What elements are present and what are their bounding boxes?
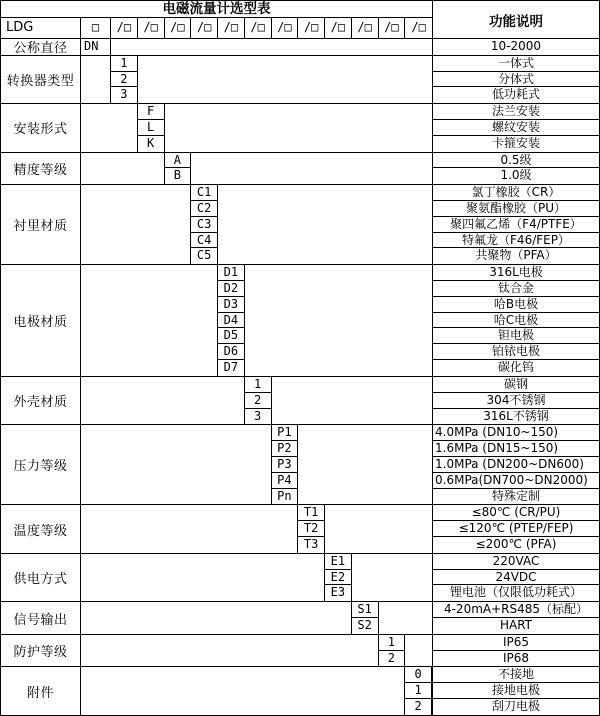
code-cell: A — [165, 153, 191, 169]
group-converter-type — [1, 55, 599, 103]
model-code-row — [1, 18, 432, 38]
code-box-icon: /□ — [379, 18, 406, 38]
code-box-icon: /□ — [325, 18, 352, 38]
code-cell: 0 — [405, 667, 431, 683]
code-cell: 2 — [245, 393, 271, 409]
function-cell: 10-2000 — [490, 39, 542, 53]
code-box-icon: /□ — [218, 18, 245, 38]
code-cell: C3 — [191, 217, 217, 233]
function-column-header: 功能说明 — [432, 1, 599, 38]
spacer — [272, 377, 433, 424]
function-cell: 碳化钨 — [497, 360, 534, 375]
code-cell: C5 — [196, 248, 212, 263]
code-box-icon: /□ — [298, 18, 325, 38]
function-cell: 304不锈钢 — [433, 393, 599, 409]
code-cell: B — [173, 168, 181, 183]
group-installation-type — [1, 103, 599, 151]
code-cell: 1 — [379, 635, 405, 651]
function-cell: 氯丁橡胶（CR） — [433, 185, 599, 201]
code-cell: D5 — [218, 328, 244, 344]
function-cell: 接地电极 — [433, 683, 599, 699]
function-cell: 316L电极 — [433, 265, 599, 281]
spacer — [81, 425, 272, 504]
function-cell: 卡箍安装 — [491, 135, 540, 150]
group-label: 转换器类型 — [1, 56, 81, 103]
code-box-icon: /□ — [272, 18, 299, 38]
function-cell: 一体式 — [433, 56, 599, 72]
function-cell: 螺纹安装 — [433, 120, 599, 136]
code-cell: S2 — [357, 618, 372, 633]
model-prefix: LDG — [1, 18, 81, 38]
code-cell: DN — [84, 39, 99, 53]
code-cell: D2 — [218, 281, 244, 297]
spacer — [352, 554, 432, 601]
code-box-icon: □ — [81, 18, 111, 38]
code-box-icon: /□ — [138, 18, 165, 38]
function-cell: 特殊定制 — [491, 488, 540, 503]
code-cell: E3 — [330, 585, 346, 600]
function-cell: 4-20mA+RS485（标配） — [433, 602, 599, 618]
function-cell: 4.0MPa (DN10~150) — [433, 425, 599, 441]
code-box-icon: /□ — [245, 18, 272, 38]
code-cell: 2 — [414, 699, 422, 714]
group-accuracy-class — [1, 152, 599, 185]
spacer — [81, 667, 405, 714]
function-cell: ≤200℃ (PFA) — [475, 537, 557, 552]
spacer — [245, 265, 432, 376]
code-cell: D7 — [223, 360, 239, 375]
code-cell: D3 — [218, 297, 244, 313]
code-box-icon: /□ — [411, 20, 426, 34]
table-header — [1, 1, 599, 38]
function-cell: 共聚物（PFA） — [475, 248, 557, 263]
group-label: 安装形式 — [1, 104, 81, 151]
code-box-icon: /□ — [111, 18, 138, 38]
code-cell: Pn — [277, 488, 292, 503]
code-cell: T1 — [298, 505, 324, 521]
code-cell: T2 — [298, 521, 324, 537]
function-cell: 聚四氟乙烯（F4/PTFE） — [433, 217, 599, 233]
spacer — [298, 425, 432, 504]
code-cell: 3 — [120, 87, 128, 102]
spacer — [81, 635, 379, 667]
spacer — [405, 635, 432, 667]
code-cell: P2 — [272, 441, 298, 457]
function-cell: 不接地 — [433, 667, 599, 683]
spacer — [165, 104, 433, 151]
code-cell: L — [138, 120, 164, 136]
function-cell: 316L不锈钢 — [483, 408, 549, 423]
spacer — [325, 505, 432, 552]
group-signal-output — [1, 601, 599, 634]
function-cell: 聚氨酯橡胶（PU） — [433, 201, 599, 217]
code-cell: D6 — [218, 344, 244, 360]
group-label: 电极材质 — [1, 265, 81, 376]
function-cell: IP65 — [433, 635, 599, 651]
code-cell: D1 — [218, 265, 244, 281]
code-box-icon: /□ — [191, 18, 218, 38]
code-box-icon: /□ — [352, 18, 379, 38]
code-cell: C1 — [191, 185, 217, 201]
spacer — [138, 56, 432, 103]
code-cell: 2 — [111, 72, 137, 88]
code-box-icon: /□ — [165, 18, 192, 38]
function-cell: 0.5级 — [433, 153, 599, 169]
function-cell: 特氟龙（F46/FEP） — [433, 233, 599, 249]
group-protection-rating — [1, 634, 599, 667]
table-title: 电磁流量计选型表 — [1, 1, 432, 18]
function-cell: 1.0MPa (DN200~DN600) — [433, 457, 599, 473]
function-cell: 刮刀电极 — [491, 699, 540, 714]
code-cell: 1 — [245, 377, 271, 393]
group-label: 外壳材质 — [1, 377, 81, 424]
spacer — [111, 39, 432, 55]
code-cell: 3 — [254, 408, 262, 423]
function-cell: 碳钢 — [433, 377, 599, 393]
group-label: 温度等级 — [1, 505, 81, 552]
code-cell: T3 — [303, 537, 319, 552]
function-cell: ≤120℃ (PTEP/FEP) — [433, 521, 599, 537]
code-cell: P4 — [272, 473, 298, 489]
spacer — [81, 104, 138, 151]
group-label: 防护等级 — [1, 635, 81, 667]
spacer — [81, 185, 191, 264]
function-cell: 1.6MPa (DN15~150) — [433, 441, 599, 457]
group-label: 衬里材质 — [1, 185, 81, 264]
function-cell: 0.6MPa(DN700~DN2000) — [433, 473, 599, 489]
function-cell: 哈B电极 — [433, 297, 599, 313]
code-cell: 2 — [387, 650, 395, 665]
group-label: 附件 — [1, 667, 81, 714]
spacer — [218, 185, 432, 264]
group-lining-material — [1, 184, 599, 264]
function-cell: ≤80℃ (CR/PU) — [433, 505, 599, 521]
function-cell: 24VDC — [433, 570, 599, 586]
spacer — [81, 505, 298, 552]
function-cell: 钛合金 — [433, 281, 599, 297]
group-temperature-rating — [1, 504, 599, 552]
group-housing-material — [1, 376, 599, 424]
spacer — [379, 602, 433, 634]
function-cell: 低功耗式 — [491, 87, 540, 102]
function-cell: 钽电极 — [433, 328, 599, 344]
function-cell: 220VAC — [433, 554, 599, 570]
spacer — [81, 602, 352, 634]
spacer — [81, 56, 111, 103]
spacer — [81, 153, 165, 185]
function-cell: 分体式 — [433, 72, 599, 88]
spacer — [191, 153, 432, 185]
code-cell: K — [147, 135, 155, 150]
function-cell: 法兰安装 — [433, 104, 599, 120]
group-label: 公称直径 — [1, 39, 81, 55]
code-cell: P1 — [272, 425, 298, 441]
group-power-supply — [1, 553, 599, 601]
function-cell: 哈C电极 — [433, 313, 599, 329]
code-cell: 1 — [111, 56, 137, 72]
function-cell: 锂电池（仅限低功耗式） — [449, 585, 582, 600]
code-cell: F — [138, 104, 164, 120]
spacer — [81, 554, 325, 601]
group-label: 压力等级 — [1, 425, 81, 504]
spacer — [81, 265, 218, 376]
function-cell: HART — [499, 618, 533, 633]
group-nominal-diameter — [1, 38, 599, 55]
code-cell: 1 — [405, 683, 431, 699]
code-cell: C4 — [191, 233, 217, 249]
code-cell: D4 — [218, 313, 244, 329]
code-cell: S1 — [352, 602, 378, 618]
group-electrode-material — [1, 264, 599, 376]
code-cell: C2 — [191, 201, 217, 217]
function-cell: 铂铱电极 — [433, 344, 599, 360]
group-label: 供电方式 — [1, 554, 81, 601]
code-cell: E2 — [325, 570, 351, 586]
group-label: 信号输出 — [1, 602, 81, 634]
spacer — [81, 377, 245, 424]
header-left — [1, 1, 432, 38]
function-cell: 1.0级 — [500, 168, 532, 183]
group-label: 精度等级 — [1, 153, 81, 185]
code-cell: E1 — [325, 554, 351, 570]
group-pressure-rating — [1, 424, 599, 504]
code-cell: P3 — [272, 457, 298, 473]
function-cell: IP68 — [502, 650, 530, 665]
group-accessories — [1, 666, 599, 714]
